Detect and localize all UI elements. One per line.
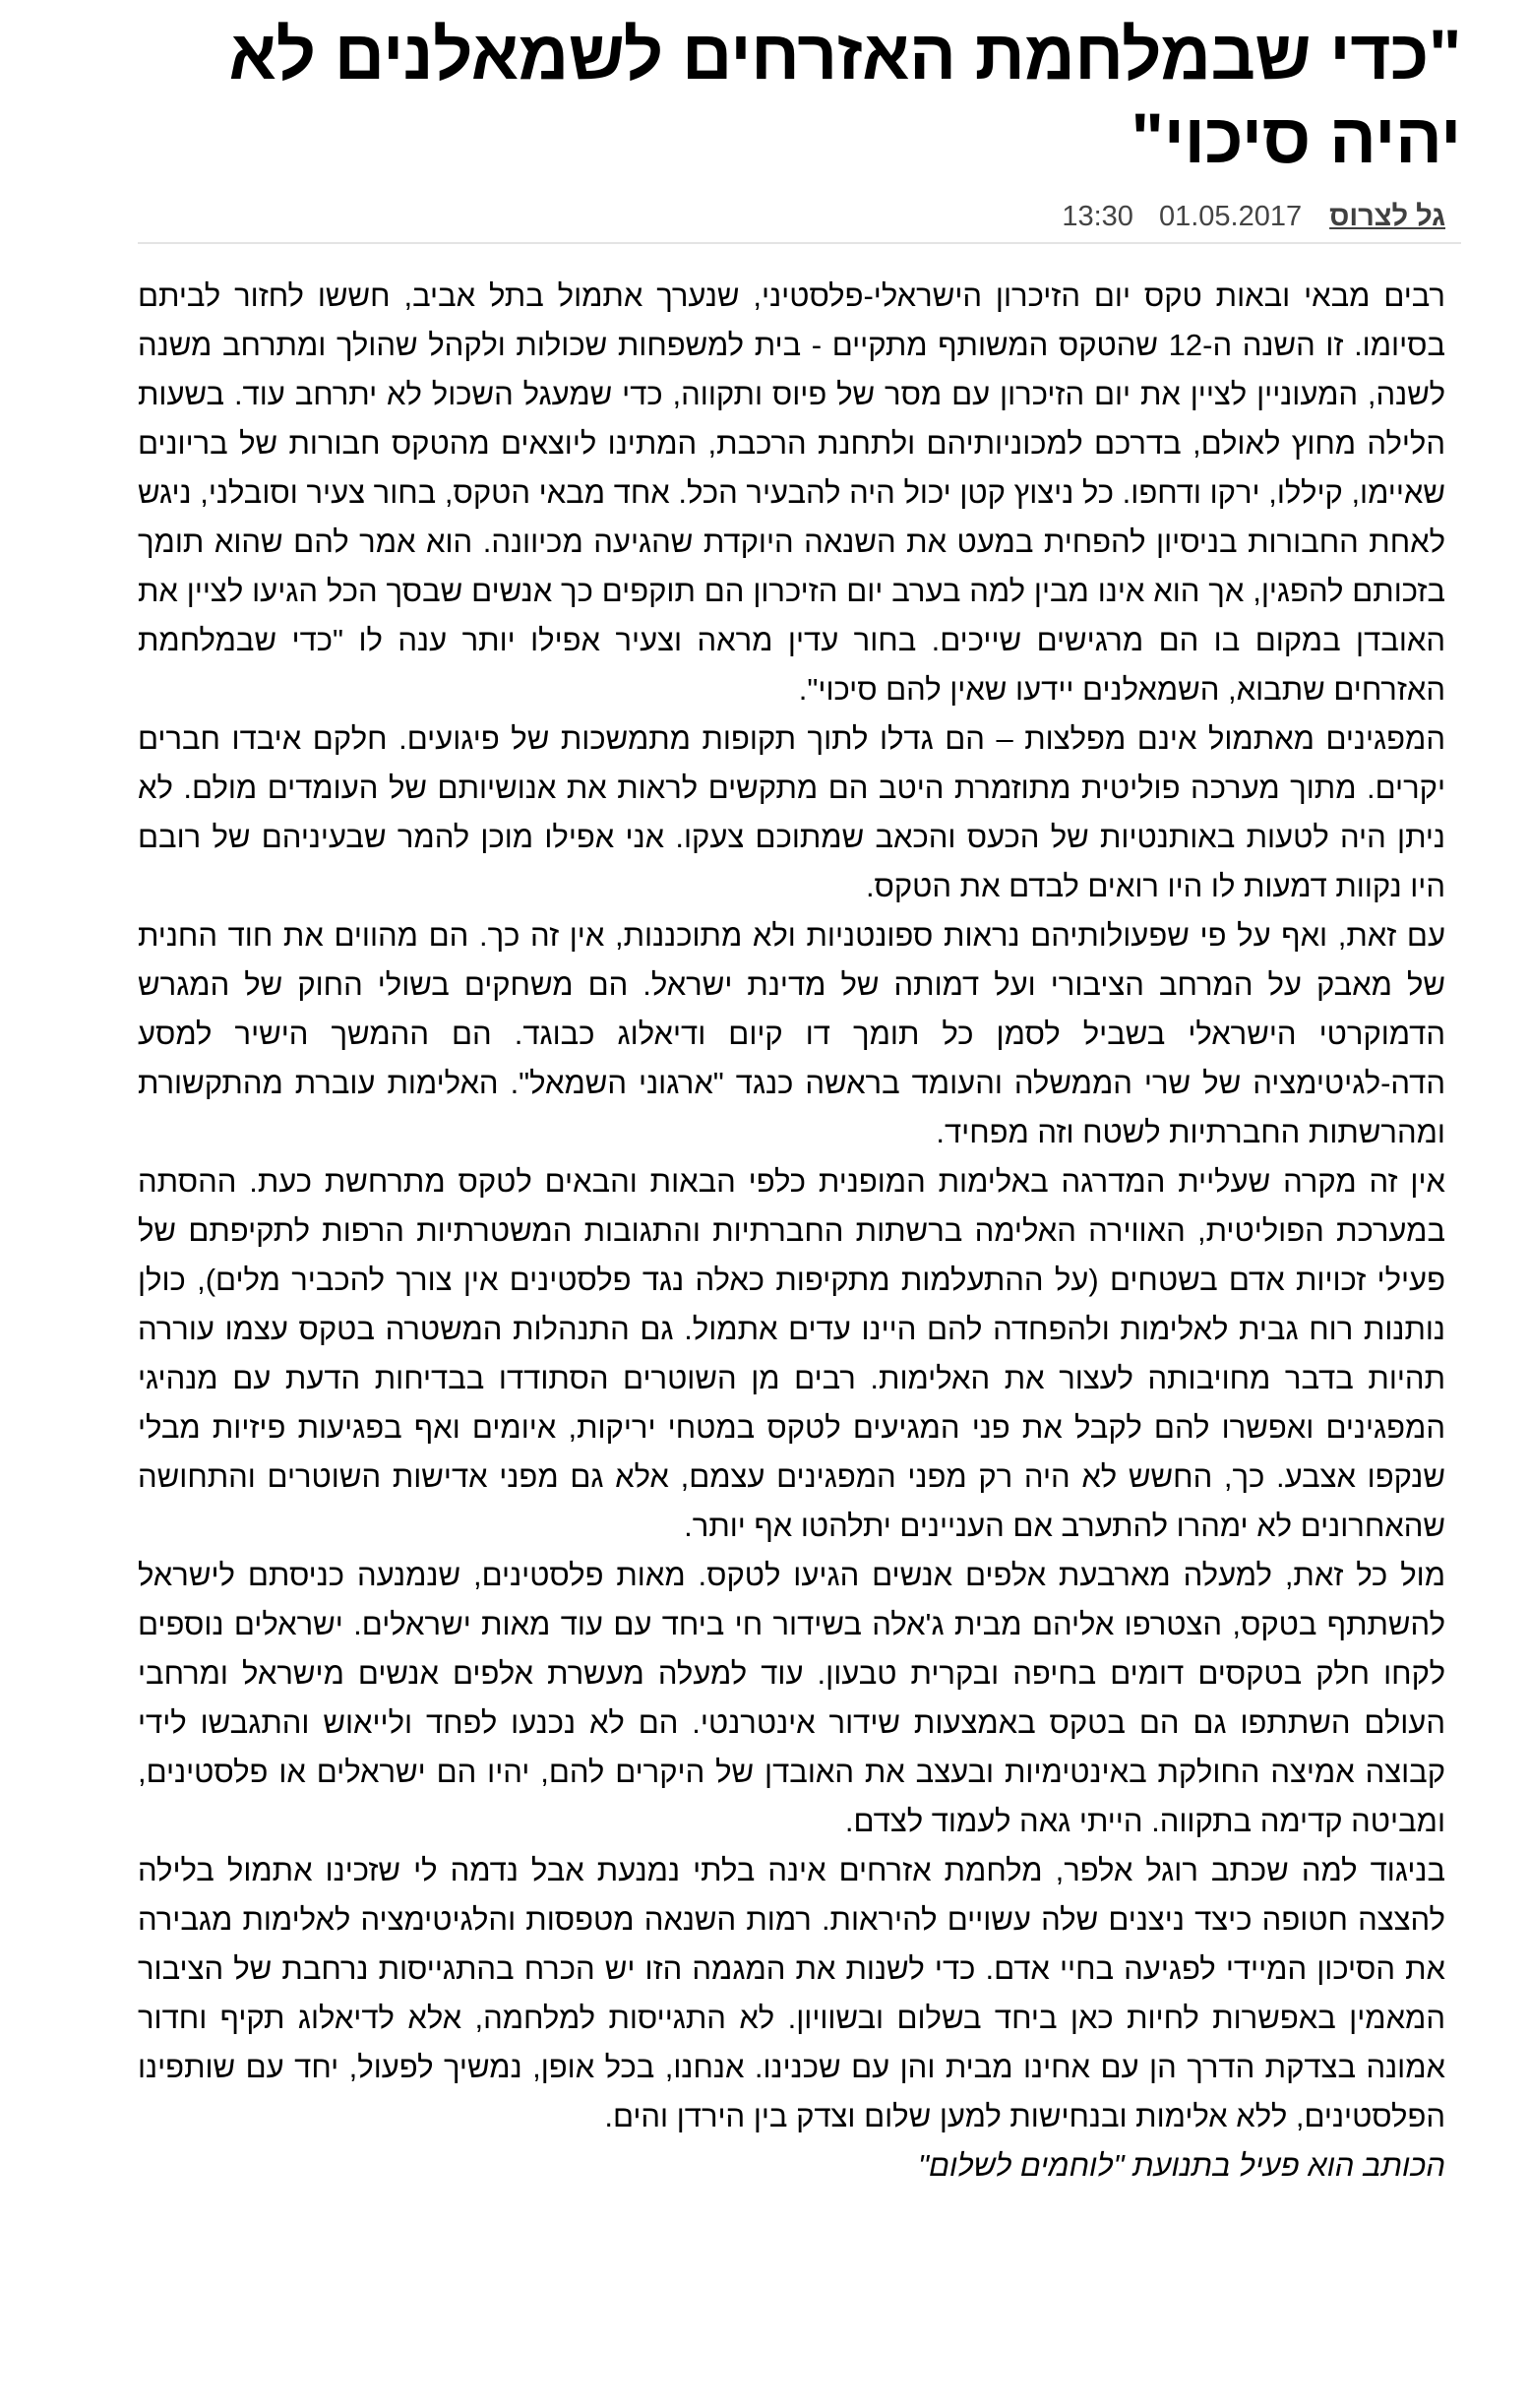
body-paragraph: רבים מבאי ובאות טקס יום הזיכרון הישראלי-פלסטיני, שנערך אתמול בתל אביב, חששו לחזור לביתם בסיומו. זו השנה ה-12 שהטקס המשותף מתקיים - בית למשפחות שכולות ולקהל שהולך ומתרחב משנה לשנה, המעוניין לציין את יום הזיכרון עם מסר של פיוס ותקווה, כדי שמעגל השכול לא יתרחב עוד. בשעות הלילה מחוץ לאולם, בדרכם למכוניותיהם ולתחנת הרכבת, המתינו ליוצאים מהטקס חבורות של בריונים שאיימו, קיללו, ירקו ודחפו. כל ניצוץ קטן יכול היה להבעיר הכל. אחד מבאי הטקס, בחור צעיר וסובלני, ניגש לאחת החבורות בניסיון להפחית במעט את השנאה היוקדת שהגיעה מכיוונה. הוא אמר להם שהוא תומך בזכותם להפגין, אך הוא אינו מבין למה בערב יום הזיכרון הם תוקפים כך אנשים שבסך הכל הגיעו לציין את האובדן במקום בו הם מרגישים שייכים. בחור עדין מראה וצעיר אפילו יותר ענה לו "כדי שבמלחמת האזרחים שתבוא, השמאלנים יידעו שאין להם סיכוי". [138,278,1446,707]
body-paragraph: עם זאת, ואף על פי שפעולותיהם נראות ספונטניות ולא מתוכננות, אין זה כך. הם מהווים את חוד החנית של מאבק על המרחב הציבורי ועל דמותה של מדינת ישראל. הם משחקים בשולי החוק של המגרש הדמוקרטי הישראלי בשביל לסמן כל תומך דו קיום ודיאלוג כבוגד. הם ההמשך הישיר למסע הדה-לגיטימציה של שרי הממשלה והעומד בראשה כנגד "ארגוני השמאל". האלימות עוברת מהתקשורת ומהרשתות החברתיות לשטח וזה מפחיד. [138,918,1445,1149]
body-paragraph: המפגינים מאתמול אינם מפלצות – הם גדלו לתוך תקופות מתמשכות של פיגועים. חלקם איבדו חברים יקרים. מתוך מערכה פוליטית מתוזמרת היטב הם מתקשים לראות את אנושיותם של העומדים מולם. לא ניתן היה לטעות באותנטיות של הכעס והכאב שמתוכם צעקו. אני אפילו מוכן להמר שבעיניהם של רובם היו נקוות דמעות לו היו רואים לבדם את הטקס. [138,721,1445,903]
body-paragraph: בניגוד למה שכתב רוגל אלפר, מלחמת אזרחים אינה בלתי נמנעת אבל נדמה לי שזכינו אתמול בלילה להצצה חטופה כיצד ניצנים שלה עשויים להיראות. רמות השנאה מטפסות והלגיטימציה לאלימות מגבירה את הסיכון המיידי לפגיעה בחיי אדם. כדי לשנות את המגמה הזו יש הכרח בהתגייסות נרחבת של הציבור המאמין באפשרות לחיות כאן ביחד בשלום ובשוויון. לא התגייסות למלחמה, אלא לדיאלוג תקיף וחדור אמונה בצדקת הדרך הן עם אחינו מבית והן עם שכנינו. אנחנו, בכל אופן, נמשיך לפעול, יחד עם שותפינו הפלסטינים, ללא אלימות ובנחישות למען שלום וצדק בין הירדן והים. [138,1853,1445,2133]
author-note: הכותב הוא פעיל בתנועת "לוחמים לשלום" [917,2148,1445,2183]
body-paragraph: מול כל זאת, למעלה מארבעת אלפים אנשים הגיעו לטקס. מאות פלסטינים, שנמנעה כניסתם לישראל להשתתף בטקס, הצטרפו אליהם מבית ג'אלה בשידור חי ביחד עם עוד מאות ישראלים. ישראלים נוספים לקחו חלק בטקסים דומים בחיפה ובקרית טבעון. עוד למעלה מעשרת אלפים אנשים מישראל ומרחבי העולם השתתפו גם הם בטקס באמצעות שידור אינטרנטי. הם לא נכנעו לפחד ולייאוש והתגבשו לידי קבוצה אמיצה החולקת באינטימיות ובעצב את האובדן של היקרים להם, יהיו הם ישראלים או פלסטינים, ומביטה קדימה בתקווה. הייתי גאה לעמוד לצדם. [138,1558,1445,1838]
author-link[interactable]: גל לצרוס [1329,201,1445,232]
publish-time: 13:30 [1062,201,1133,232]
publish-datetime [1062,199,1302,234]
body-paragraph: אין זה מקרה שעליית המדרגה באלימות המופנית כלפי הבאות והבאים לטקס מתרחשת כעת. ההסתה במערכת הפוליטית, האווירה האלימה ברשתות החברתיות והתגובות המשטרתיות הרפות לתקיפתם של פעילי זכויות אדם בשטחים (על ההתעלמות מתקיפות כאלה נגד פלסטינים אין צורך להכביר מלים), כולן נותנות רוח גבית לאלימות ולהפחדה להם היינו עדים אתמול. גם התנהלות המשטרה בטקס עצמו עוררה תהיות בדבר מחויבותה לעצור את האלימות. רבים מן השוטרים הסתודדו בבדיחות הדעת עם מנהיגי המפגינים ואפשרו להם לקבל את פני המגיעים לטקס במטחי יריקות, איומים ואף בפגיעות פיזיות מבלי שנקפו אצבע. כך, החשש לא היה רק מפני המפגינים עצמם, אלא גם מפני אדישות השוטרים והתחושה שהאחרונים לא ימהרו להתערב אם העניינים יתלהטו אף יותר. [138,1164,1445,1543]
byline [138,199,1461,244]
article [138,14,1461,2191]
publish-date: 01.05.2017 [1158,201,1303,232]
article-headline: "כדי שבמלחמת האזרחים לשמאלנים לא יהיה סיכוי" [228,17,1461,178]
article-body [138,272,1461,2141]
